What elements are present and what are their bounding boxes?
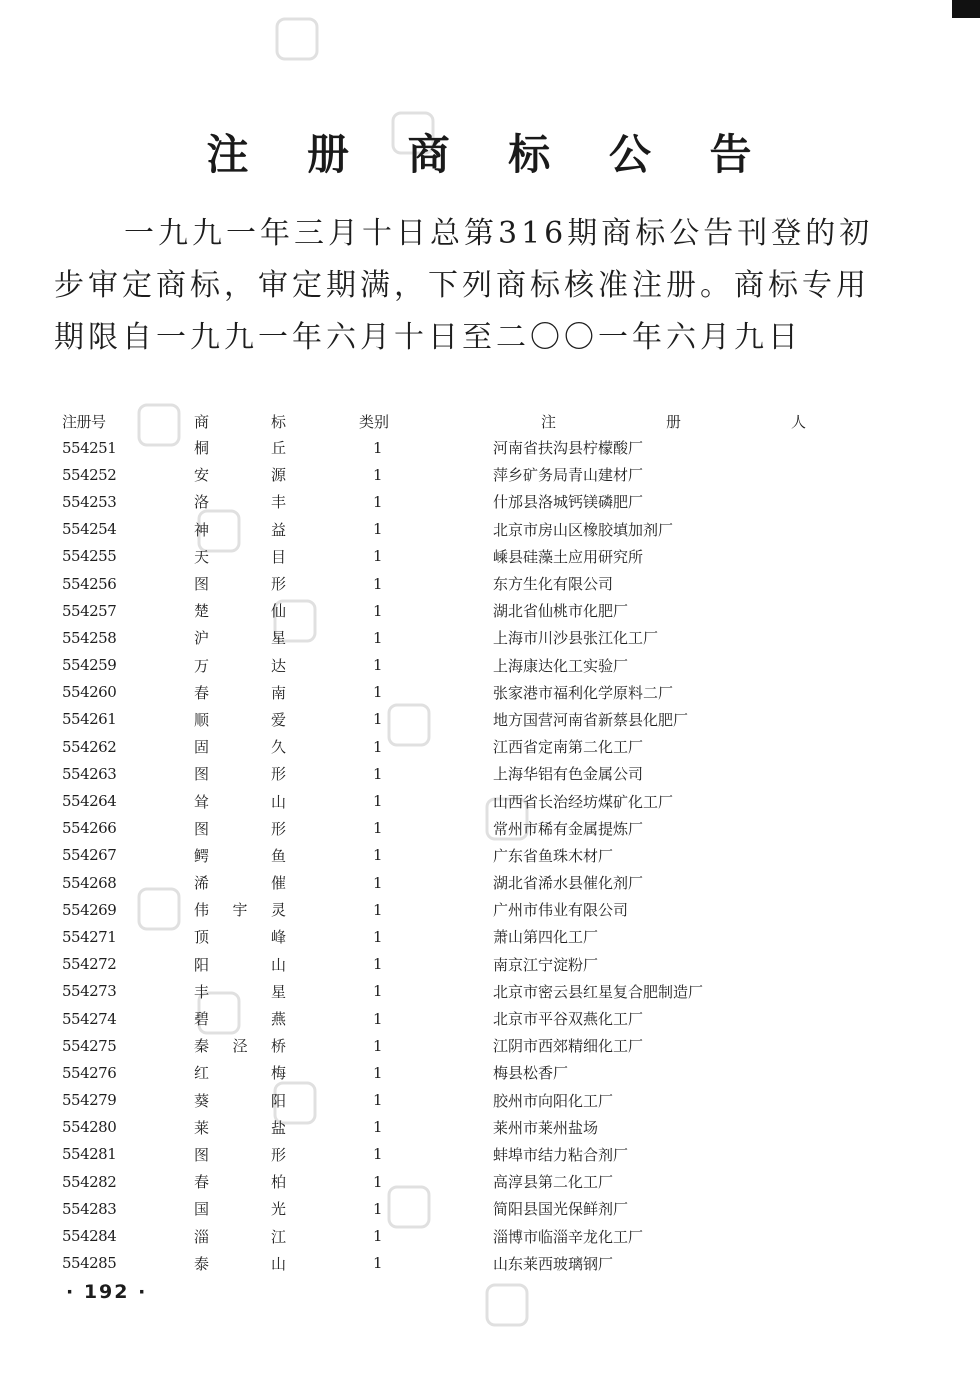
registration-number: 554275 bbox=[62, 1036, 117, 1055]
table-row bbox=[62, 1250, 806, 1277]
trademark-char: 万 bbox=[194, 656, 210, 675]
registrant-name: 萧山第四化工厂 bbox=[493, 928, 599, 947]
class-number: 1 bbox=[373, 927, 383, 946]
trademark-cell bbox=[194, 1059, 289, 1086]
trademark-cell bbox=[194, 896, 289, 923]
registrant-name: 梅县松香厂 bbox=[493, 1064, 569, 1083]
trademark-char: 泰 bbox=[194, 1254, 210, 1273]
class-number: 1 bbox=[373, 683, 383, 702]
trademark-cell bbox=[194, 1005, 289, 1032]
registration-number: 554284 bbox=[62, 1227, 117, 1246]
class-number: 1 bbox=[373, 792, 383, 811]
class-number: 1 bbox=[373, 1009, 383, 1028]
trademark-char: 爱 bbox=[270, 710, 286, 729]
trademark-char: 阳 bbox=[270, 1091, 286, 1110]
trademark-char: 益 bbox=[270, 520, 286, 539]
table-row bbox=[62, 923, 806, 950]
trademark-char: 源 bbox=[270, 466, 286, 485]
class-number: 1 bbox=[373, 1172, 383, 1191]
registration-number: 554268 bbox=[62, 873, 117, 892]
registrant-name: 河南省扶沟县柠檬酸厂 bbox=[493, 439, 644, 458]
table-row bbox=[62, 733, 806, 760]
class-number: 1 bbox=[373, 955, 383, 974]
trademark-cell bbox=[194, 679, 289, 706]
trademark-char: 天 bbox=[194, 547, 210, 566]
registrant-name: 萍乡矿务局青山建材厂 bbox=[493, 466, 644, 485]
class-number: 1 bbox=[373, 1254, 383, 1273]
trademark-char: 顺 bbox=[194, 710, 210, 729]
class-number: 1 bbox=[373, 873, 383, 892]
table-row bbox=[62, 1005, 806, 1032]
class-number: 1 bbox=[373, 764, 383, 783]
table-row bbox=[62, 1032, 806, 1059]
registration-number: 554253 bbox=[62, 492, 117, 511]
scan-corner-mark bbox=[952, 0, 980, 18]
table-row bbox=[62, 815, 806, 842]
registration-number: 554258 bbox=[62, 628, 117, 647]
table-row bbox=[62, 869, 806, 896]
trademark-cell bbox=[194, 1114, 289, 1141]
registration-number: 554266 bbox=[62, 819, 117, 838]
trademark-char: 形 bbox=[270, 575, 286, 594]
trademark-char: 淄 bbox=[194, 1227, 210, 1246]
intro-line: 期限自一九九一年六月十日至二〇〇一年六月九日 bbox=[54, 320, 802, 355]
class-number: 1 bbox=[373, 1199, 383, 1218]
registrant-name: 北京市平谷双燕化工厂 bbox=[493, 1010, 644, 1029]
registration-number: 554251 bbox=[62, 438, 117, 457]
trademark-char: 秦 bbox=[194, 1037, 210, 1056]
table-row bbox=[62, 461, 806, 488]
trademark-cell bbox=[194, 488, 289, 515]
trademark-char: 光 bbox=[270, 1200, 286, 1219]
registrant-name: 蚌埠市结力粘合剂厂 bbox=[493, 1145, 629, 1164]
trademark-cell bbox=[194, 434, 289, 461]
watermark-stamp-icon bbox=[484, 1282, 530, 1328]
trademark-char: 形 bbox=[270, 819, 286, 838]
intro-line: 一九九一年三月十日总第316期商标公告刊登的初 bbox=[124, 216, 874, 251]
trademark-cell bbox=[194, 1087, 289, 1114]
trademark-char: 灵 bbox=[270, 901, 286, 920]
trademark-char: 形 bbox=[270, 765, 286, 784]
registrant-name: 北京市房山区橡胶填加剂厂 bbox=[493, 520, 674, 539]
trademark-cell bbox=[194, 1168, 289, 1195]
trademark-char: 泾 bbox=[232, 1037, 248, 1056]
trademark-char: 顶 bbox=[194, 928, 210, 947]
class-number: 1 bbox=[373, 1227, 383, 1246]
trademark-char: 莱 bbox=[194, 1118, 210, 1137]
registration-number: 554267 bbox=[62, 846, 117, 865]
class-number: 1 bbox=[373, 574, 383, 593]
trademark-char: 柏 bbox=[270, 1173, 286, 1192]
registrant-name: 上海华铝有色金属公司 bbox=[493, 765, 644, 784]
trademark-cell bbox=[194, 760, 289, 787]
trademark-char: 鱼 bbox=[270, 846, 286, 865]
trademark-char: 耸 bbox=[194, 792, 210, 811]
table-row bbox=[62, 1059, 806, 1086]
registration-number: 554259 bbox=[62, 656, 117, 675]
page-title: 注 册 商 标 公 告 bbox=[206, 130, 774, 179]
class-number: 1 bbox=[373, 520, 383, 539]
trademark-char: 丘 bbox=[270, 439, 286, 458]
trademark-cell bbox=[194, 461, 289, 488]
registrant-name: 常州市稀有金属提炼厂 bbox=[493, 819, 644, 838]
trademark-char: 图 bbox=[194, 765, 210, 784]
registrant-name: 东方生化有限公司 bbox=[493, 575, 614, 594]
trademark-cell bbox=[194, 1195, 289, 1222]
class-number: 1 bbox=[373, 1091, 383, 1110]
trademark-cell bbox=[194, 706, 289, 733]
registrant-name: 山西省长治经坊煤矿化工厂 bbox=[493, 792, 674, 811]
registrant-name: 广东省鱼珠木材厂 bbox=[493, 846, 614, 865]
header-registrant-char: 注 bbox=[541, 412, 557, 431]
trademark-char: 神 bbox=[194, 520, 210, 539]
trademark-char: 图 bbox=[194, 1145, 210, 1164]
trademark-char: 南 bbox=[270, 683, 286, 702]
registrant-name: 胶州市向阳化工厂 bbox=[493, 1091, 614, 1110]
registrant-name: 北京市密云县红星复合肥制造厂 bbox=[493, 982, 704, 1001]
registration-number: 554256 bbox=[62, 574, 117, 593]
trademark-char: 丰 bbox=[270, 493, 286, 512]
trademark-char: 梅 bbox=[270, 1064, 286, 1083]
registration-number: 554281 bbox=[62, 1145, 117, 1164]
trademark-char: 目 bbox=[270, 547, 286, 566]
registrant-name: 江西省定南第二化工厂 bbox=[493, 738, 644, 757]
registration-number: 554262 bbox=[62, 737, 117, 756]
table-row bbox=[62, 570, 806, 597]
class-number: 1 bbox=[373, 1036, 383, 1055]
table-row bbox=[62, 516, 806, 543]
header-class: 类别 bbox=[359, 412, 390, 431]
trademark-char: 丰 bbox=[194, 982, 210, 1001]
registration-number: 554252 bbox=[62, 465, 117, 484]
trademark-char: 山 bbox=[270, 955, 286, 974]
trademark-cell bbox=[194, 787, 289, 814]
trademark-cell bbox=[194, 978, 289, 1005]
trademark-char: 伟 bbox=[194, 901, 210, 920]
registrant-name: 南京江宁淀粉厂 bbox=[493, 955, 599, 974]
watermark-stamp-icon bbox=[274, 16, 320, 62]
trademark-cell bbox=[194, 923, 289, 950]
registration-number: 554255 bbox=[62, 547, 117, 566]
table-row bbox=[62, 706, 806, 733]
trademark-char: 山 bbox=[270, 792, 286, 811]
trademark-char: 春 bbox=[194, 1173, 210, 1192]
trademark-char: 形 bbox=[270, 1145, 286, 1164]
registration-table bbox=[62, 408, 806, 1277]
table-row bbox=[62, 978, 806, 1005]
trademark-char: 楚 bbox=[194, 602, 210, 621]
table-header-row bbox=[62, 408, 806, 434]
class-number: 1 bbox=[373, 492, 383, 511]
trademark-char: 星 bbox=[270, 629, 286, 648]
registrant-name: 上海市川沙县张江化工厂 bbox=[493, 629, 659, 648]
registration-number: 554280 bbox=[62, 1118, 117, 1137]
table-row bbox=[62, 787, 806, 814]
header-registrant-char: 人 bbox=[790, 412, 806, 431]
table-row bbox=[62, 434, 806, 461]
registration-number: 554269 bbox=[62, 900, 117, 919]
registrant-name: 上海康达化工实验厂 bbox=[493, 656, 629, 675]
trademark-char: 桥 bbox=[270, 1037, 286, 1056]
registration-number: 554260 bbox=[62, 683, 117, 702]
class-number: 1 bbox=[373, 846, 383, 865]
trademark-char: 宇 bbox=[232, 901, 248, 920]
class-number: 1 bbox=[373, 601, 383, 620]
header-trademark-char: 标 bbox=[270, 412, 286, 431]
table-row bbox=[62, 543, 806, 570]
registration-number: 554264 bbox=[62, 792, 117, 811]
table-row bbox=[62, 1114, 806, 1141]
registration-number: 554257 bbox=[62, 601, 117, 620]
table-row bbox=[62, 1195, 806, 1222]
registrant-name: 莱州市莱州盐场 bbox=[493, 1118, 599, 1137]
registration-number: 554274 bbox=[62, 1009, 117, 1028]
page-number: · 192 · bbox=[66, 1281, 148, 1303]
trademark-char: 江 bbox=[270, 1227, 286, 1246]
header-trademark-char: 商 bbox=[194, 412, 210, 431]
class-number: 1 bbox=[373, 656, 383, 675]
registration-number: 554272 bbox=[62, 955, 117, 974]
registrant-name: 湖北省仙桃市化肥厂 bbox=[493, 602, 629, 621]
class-number: 1 bbox=[373, 628, 383, 647]
registration-number: 554254 bbox=[62, 520, 117, 539]
trademark-cell bbox=[194, 842, 289, 869]
class-number: 1 bbox=[373, 1063, 383, 1082]
registration-number: 554273 bbox=[62, 982, 117, 1001]
trademark-char: 红 bbox=[194, 1064, 210, 1083]
trademark-cell bbox=[194, 1141, 289, 1168]
trademark-cell bbox=[194, 1032, 289, 1059]
registrant-name: 高淳县第二化工厂 bbox=[493, 1173, 614, 1192]
table-row bbox=[62, 652, 806, 679]
intro-paragraph bbox=[54, 208, 884, 364]
trademark-cell bbox=[194, 733, 289, 760]
table-row bbox=[62, 679, 806, 706]
registration-number: 554261 bbox=[62, 710, 117, 729]
trademark-char: 燕 bbox=[270, 1010, 286, 1029]
trademark-cell bbox=[194, 597, 289, 624]
registration-number: 554263 bbox=[62, 764, 117, 783]
trademark-char: 春 bbox=[194, 683, 210, 702]
class-number: 1 bbox=[373, 819, 383, 838]
header-trademark bbox=[194, 408, 289, 434]
table-row bbox=[62, 1168, 806, 1195]
registration-number: 554285 bbox=[62, 1254, 117, 1273]
trademark-char: 仙 bbox=[270, 602, 286, 621]
trademark-char: 浠 bbox=[194, 874, 210, 893]
class-number: 1 bbox=[373, 710, 383, 729]
trademark-char: 葵 bbox=[194, 1091, 210, 1110]
trademark-char: 洛 bbox=[194, 493, 210, 512]
trademark-char: 峰 bbox=[270, 928, 286, 947]
trademark-cell bbox=[194, 815, 289, 842]
intro-line: 步审定商标，审定期满，下列商标核准注册。商标专用 bbox=[54, 268, 870, 303]
registrant-name: 江阴市西郊精细化工厂 bbox=[493, 1037, 644, 1056]
registrant-name: 张家港市福利化学原料二厂 bbox=[493, 683, 674, 702]
trademark-char: 图 bbox=[194, 575, 210, 594]
registrant-name: 湖北省浠水县催化剂厂 bbox=[493, 874, 644, 893]
trademark-cell bbox=[194, 1222, 289, 1249]
trademark-char: 盐 bbox=[270, 1118, 286, 1137]
registrant-name: 嵊县硅藻土应用研究所 bbox=[493, 547, 644, 566]
trademark-cell bbox=[194, 652, 289, 679]
trademark-char: 鳄 bbox=[194, 846, 210, 865]
class-number: 1 bbox=[373, 1118, 383, 1137]
registrant-name: 什邡县洛城钙镁磷肥厂 bbox=[493, 493, 644, 512]
registration-number: 554276 bbox=[62, 1063, 117, 1082]
registrant-name: 广州市伟业有限公司 bbox=[493, 901, 629, 920]
trademark-char: 安 bbox=[194, 466, 210, 485]
registration-number: 554271 bbox=[62, 927, 117, 946]
table-row bbox=[62, 842, 806, 869]
trademark-char: 山 bbox=[270, 1254, 286, 1273]
table-row bbox=[62, 1222, 806, 1249]
class-number: 1 bbox=[373, 982, 383, 1001]
trademark-char: 碧 bbox=[194, 1010, 210, 1029]
table-row bbox=[62, 597, 806, 624]
class-number: 1 bbox=[373, 737, 383, 756]
table-row bbox=[62, 624, 806, 651]
trademark-char: 沪 bbox=[194, 629, 210, 648]
registration-number: 554279 bbox=[62, 1091, 117, 1110]
trademark-cell bbox=[194, 951, 289, 978]
registrant-name: 山东莱西玻璃钢厂 bbox=[493, 1254, 614, 1273]
registration-number: 554283 bbox=[62, 1199, 117, 1218]
trademark-cell bbox=[194, 869, 289, 896]
trademark-char: 阳 bbox=[194, 955, 210, 974]
table-row bbox=[62, 896, 806, 923]
header-registration-number: 注册号 bbox=[62, 412, 106, 431]
trademark-char: 固 bbox=[194, 738, 210, 757]
table-row bbox=[62, 488, 806, 515]
table-row bbox=[62, 951, 806, 978]
trademark-char: 国 bbox=[194, 1200, 210, 1219]
class-number: 1 bbox=[373, 900, 383, 919]
registration-number: 554282 bbox=[62, 1172, 117, 1191]
registrant-name: 地方国营河南省新蔡县化肥厂 bbox=[493, 710, 689, 729]
class-number: 1 bbox=[373, 547, 383, 566]
table-row bbox=[62, 1087, 806, 1114]
table-row bbox=[62, 1141, 806, 1168]
trademark-cell bbox=[194, 1250, 289, 1277]
trademark-cell bbox=[194, 516, 289, 543]
trademark-char: 图 bbox=[194, 819, 210, 838]
header-registrant-char: 册 bbox=[665, 412, 681, 431]
trademark-cell bbox=[194, 624, 289, 651]
trademark-char: 达 bbox=[270, 656, 286, 675]
trademark-char: 久 bbox=[270, 738, 286, 757]
class-number: 1 bbox=[373, 465, 383, 484]
registrant-name: 简阳县国光保鲜剂厂 bbox=[493, 1200, 629, 1219]
trademark-char: 催 bbox=[270, 874, 286, 893]
trademark-char: 星 bbox=[270, 982, 286, 1001]
class-number: 1 bbox=[373, 1145, 383, 1164]
class-number: 1 bbox=[373, 438, 383, 457]
trademark-cell bbox=[194, 543, 289, 570]
trademark-cell bbox=[194, 570, 289, 597]
registrant-name: 淄博市临淄辛龙化工厂 bbox=[493, 1227, 644, 1246]
header-registrant bbox=[493, 408, 806, 434]
trademark-char: 桐 bbox=[194, 439, 210, 458]
table-row bbox=[62, 760, 806, 787]
